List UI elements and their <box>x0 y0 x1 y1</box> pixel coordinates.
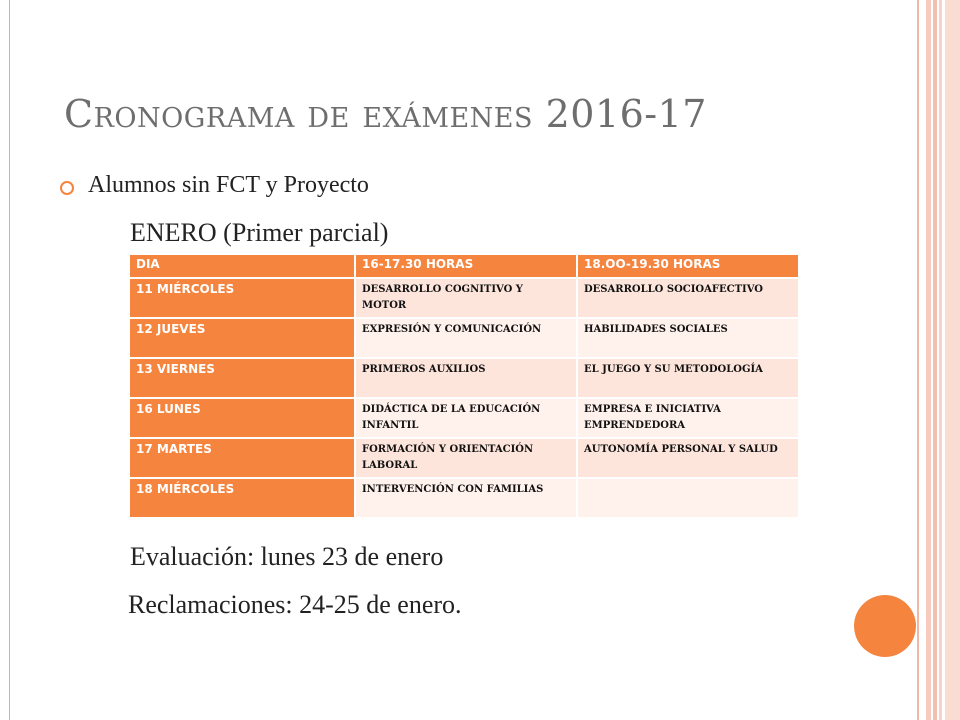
table-row <box>129 398 799 438</box>
day-cell: 16 LUNES <box>129 398 355 438</box>
exam-cell: HABILIDADES SOCIALES <box>577 318 799 358</box>
column-header-slot-1: 16-17.30 HORAS <box>355 254 577 278</box>
table-row <box>129 438 799 478</box>
exam-cell: AUTONOMÍA PERSONAL Y SALUD <box>577 438 799 478</box>
exam-cell <box>577 478 799 518</box>
day-cell: 18 MIÉRCOLES <box>129 478 355 518</box>
table-row <box>129 358 799 398</box>
exam-cell: DESARROLLO SOCIOAFECTIVO <box>577 278 799 318</box>
column-header-day: DIA <box>129 254 355 278</box>
exam-cell: FORMACIÓN Y ORIENTACIÓN LABORAL <box>355 438 577 478</box>
column-header-slot-2: 18.OO-19.30 HORAS <box>577 254 799 278</box>
claims-line: Reclamaciones: 24-25 de enero. <box>128 590 462 619</box>
exam-cell: DIDÁCTICA DE LA EDUCACIÓN INFANTIL <box>355 398 577 438</box>
table-row <box>129 478 799 518</box>
decorative-stripe <box>945 0 960 720</box>
bullet-item <box>60 172 369 199</box>
bullet-text: Alumnos sin FCT y Proyecto <box>88 172 369 198</box>
table-row <box>129 318 799 358</box>
bullet-circle-icon <box>60 181 74 195</box>
exam-cell: DESARROLLO COGNITIVO Y MOTOR <box>355 278 577 318</box>
exam-cell: INTERVENCIÓN CON FAMILIAS <box>355 478 577 518</box>
table-row <box>129 278 799 318</box>
month-subtitle: ENERO (Primer parcial) <box>130 218 389 247</box>
decorative-stripe <box>917 0 919 720</box>
slide-title: Cronograma de exámenes 2016-17 <box>64 92 707 136</box>
day-cell: 11 MIÉRCOLES <box>129 278 355 318</box>
decorative-stripe <box>939 0 942 720</box>
exam-schedule-table <box>128 253 800 519</box>
exam-cell: EMPRESA E INICIATIVA EMPRENDEDORA <box>577 398 799 438</box>
exam-cell: EL JUEGO Y SU METODOLOGÍA <box>577 358 799 398</box>
exam-cell: EXPRESIÓN Y COMUNICACIÓN <box>355 318 577 358</box>
left-border-line <box>0 0 10 720</box>
decorative-circle <box>854 595 916 657</box>
exam-cell: PRIMEROS AUXILIOS <box>355 358 577 398</box>
decorative-stripe <box>933 0 937 720</box>
day-cell: 13 VIERNES <box>129 358 355 398</box>
day-cell: 17 MARTES <box>129 438 355 478</box>
decorative-stripe <box>926 0 931 720</box>
evaluation-line: Evaluación: lunes 23 de enero <box>130 542 444 571</box>
day-cell: 12 JUEVES <box>129 318 355 358</box>
